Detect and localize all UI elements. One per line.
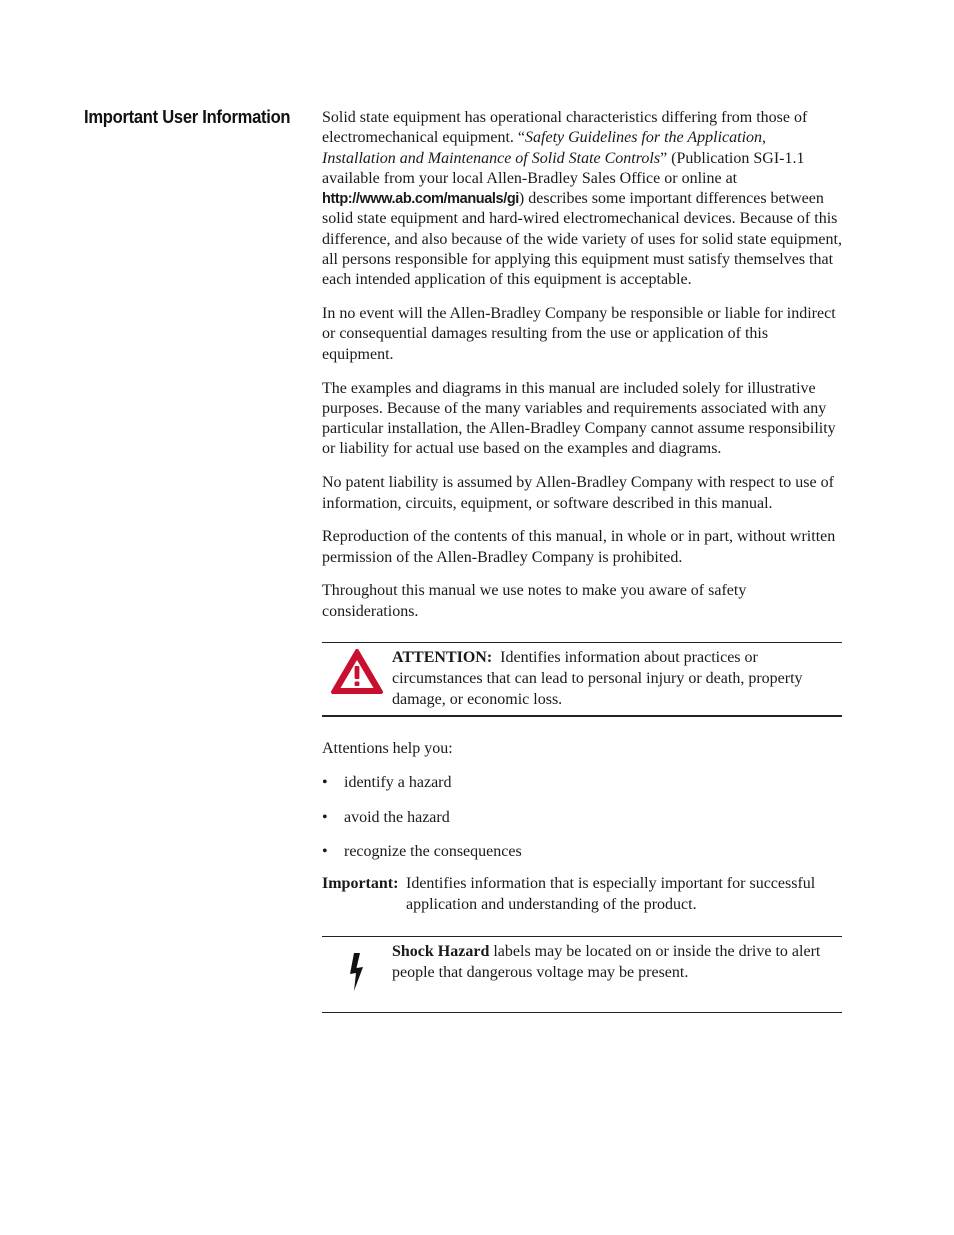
list-item: • avoid the hazard — [322, 808, 842, 828]
important-label: Important: — [322, 875, 399, 893]
attentions-list — [322, 773, 842, 862]
important-note — [322, 874, 842, 916]
list-item: • identify a hazard — [322, 773, 842, 793]
patent-paragraph: No patent liability is assumed by Allen-Bradley Company with respect to use of information, circuits, equipment, or software described in this manual. — [322, 474, 834, 512]
attention-text: ATTENTION: Identifies information about practices or circumstances that can lead to personal injury or death, property damage, or economic loss. — [392, 649, 803, 708]
main-content — [322, 108, 842, 1035]
examples-paragraph: The examples and diagrams in this manual are included solely for illustrative purposes. Because of the many variables and requirements associated with any particular installation, the Allen-Bradley Company cannot assume responsibility or liability for actual use based on the examples and diagrams. — [322, 379, 836, 458]
attentions-intro: Attentions help you: — [322, 740, 453, 758]
safety-notes-paragraph: Throughout this manual we use notes to make you aware of safety considerations. — [322, 582, 747, 620]
warning-triangle-icon — [330, 648, 384, 696]
important-text: Identifies information that is especially important for successful application and understanding of the product. — [406, 875, 816, 913]
section-heading: Important User Information — [84, 107, 291, 127]
attention-label: ATTENTION: — [392, 649, 493, 667]
reproduction-paragraph: Reproduction of the contents of this manual, in whole or in part, without written permission of the Allen-Bradley Company is prohibited. — [322, 528, 836, 566]
publication-title: Safety Guidelines for the Application, Installation and Maintenance of Solid State Controls — [322, 129, 767, 167]
attention-notice — [322, 642, 842, 717]
shock-hazard-text: Shock Hazard labels may be located on or inside the drive to alert people that dangerous voltage may be present. — [392, 942, 821, 981]
shock-hazard-notice — [322, 936, 842, 1013]
intro-paragraph: Solid state equipment has operational characteristics differing from those of electromechanical equipment. “Safety Guidelines for the Application, Installation and Maintenance of Solid State Controls” (Publication SGI-1.1 available from your local Allen-Bradley Sales Office or online at http://www.ab.com/manuals/gi) describes some important differences between solid state equipment and hard-wired electromechanical devices. Because of this difference, and also because of the wide variety of uses for solid state equipment, all persons responsible for applying this equipment must satisfy themselves that each intended application of this equipment is acceptable. — [322, 109, 842, 289]
lightning-bolt-icon — [345, 952, 369, 992]
list-item: • recognize the consequences — [322, 842, 842, 862]
manuals-link[interactable]: http://www.ab.com/manuals/gi — [322, 191, 519, 208]
liability-paragraph: In no event will the Allen-Bradley Company be responsible or liable for indirect or consequential damages resulting from the use or application of this equipment. — [322, 305, 836, 363]
shock-hazard-label: Shock Hazard — [392, 942, 490, 960]
